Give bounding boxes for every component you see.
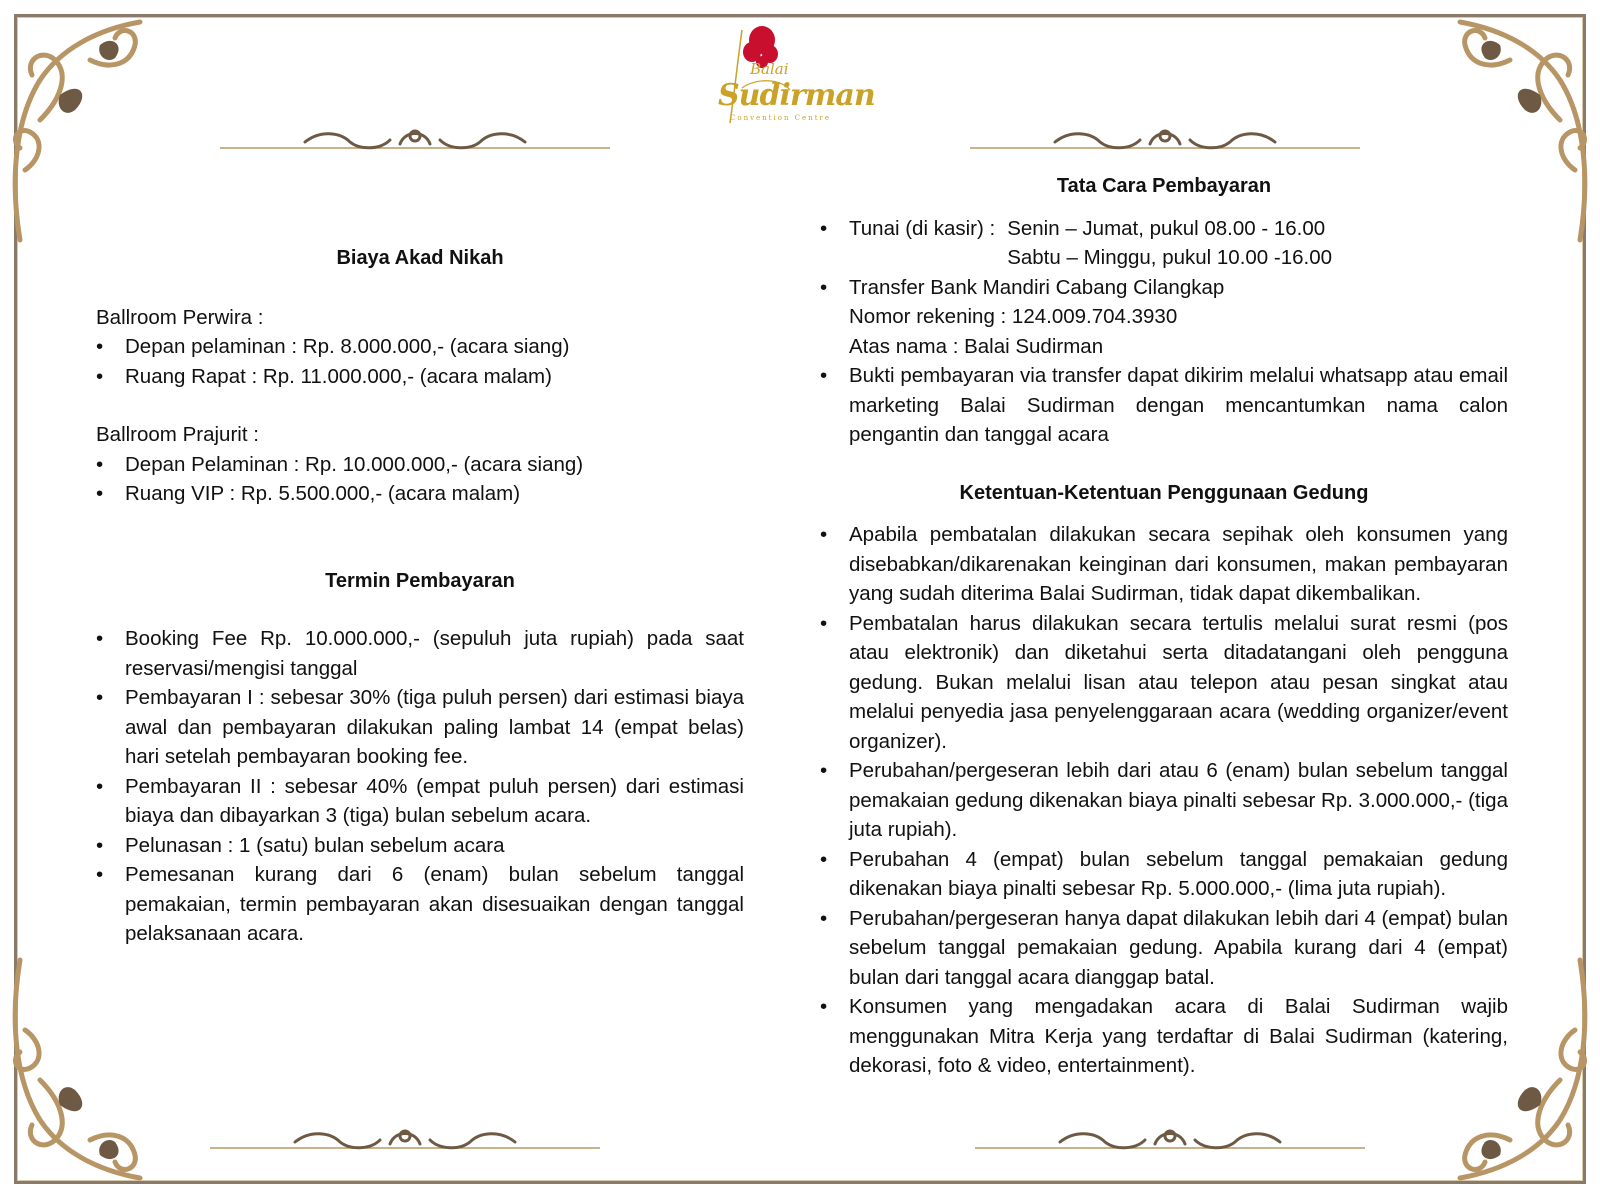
logo-text-balai: Balai bbox=[750, 60, 789, 78]
list-item: • Depan Pelaminan : Rp. 10.000.000,- (acara siang) bbox=[96, 450, 744, 480]
account-name: Atas nama : Balai Sudirman bbox=[849, 334, 1104, 358]
list-item: • Apabila pembatalan dilakukan secara sepihak oleh konsumen yang disebabkan/dikarenakan keinginan dari konsumen, makan pembayaran yang sudah diterima Balai Sudirman, tidak dapat dikembalikan. bbox=[820, 520, 1508, 609]
list-item bbox=[820, 214, 1508, 273]
list-item: • Booking Fee Rp. 10.000.000,- (sepuluh juta rupiah) pada saat reservasi/mengisi tanggal bbox=[96, 624, 744, 683]
list-item bbox=[820, 273, 1508, 362]
cash-hours bbox=[995, 214, 1332, 273]
transfer-bank: • Transfer Bank Mandiri Cabang Cilangkap bbox=[849, 275, 1225, 299]
cash-label: • Tunai (di kasir) : bbox=[849, 216, 996, 240]
list-item: • Perubahan 4 (empat) bulan sebelum tanggal pemakaian gedung dikenakan biaya pinalti sebesar Rp. 5.000.000,- (lima juta rupiah). bbox=[820, 845, 1508, 904]
ketentuan-list bbox=[820, 520, 1508, 1081]
list-item: • Pelunasan : 1 (satu) bulan sebelum acara bbox=[96, 831, 744, 861]
balai-sudirman-logo bbox=[700, 18, 875, 128]
flourish-divider-top-left bbox=[220, 122, 610, 162]
prajurit-price-list bbox=[96, 450, 744, 509]
list-item: • Perubahan/pergeseran lebih dari atau 6 (enam) bulan sebelum tanggal pemakaian gedung dikenakan biaya pinalti sebesar Rp. 3.000.000,- (tiga juta rupiah). bbox=[820, 756, 1508, 845]
corner-ornament-top-left bbox=[0, 0, 180, 250]
list-item: • Perubahan/pergeseran hanya dapat dilakukan lebih dari 4 (empat) bulan sebelum tanggal pemakaian gedung. Apabila kurang dari 4 (empat) bulan dari tanggal acara dianggap batal. bbox=[820, 904, 1508, 993]
payment-method-list bbox=[820, 214, 1508, 450]
flourish-divider-top-right bbox=[970, 122, 1360, 162]
termin-list bbox=[96, 624, 744, 949]
logo-text-convention-centre: Convention Centre bbox=[730, 114, 831, 122]
flourish-divider-bottom-left bbox=[210, 1122, 600, 1162]
right-column bbox=[820, 172, 1508, 1081]
list-item: • Bukti pembayaran via transfer dapat dikirim melalui whatsapp atau email marketing Balai Sudirman dengan mencantumkan nama calon pengantin dan tanggal acara bbox=[820, 361, 1508, 450]
list-item: • Pembayaran II : sebesar 40% (empat puluh persen) dari estimasi biaya dan dibayarkan 3 (tiga) bulan sebelum acara. bbox=[96, 772, 744, 831]
account-number: Nomor rekening : 124.009.704.3930 bbox=[849, 305, 1178, 328]
list-item: • Ruang VIP : Rp. 5.500.000,- (acara malam) bbox=[96, 479, 744, 509]
list-item: • Pembatalan harus dilakukan secara tertulis melalui surat resmi (pos atau elektronik) dan diketahui serta ditadatangani oleh pengguna gedung. Bukan melalui lisan atau telepon atau pesan singkat atau melalui penyedia jasa penyelenggaraan acara (wedding organizer/event organizer). bbox=[820, 609, 1508, 757]
ballroom-perwira-title: Ballroom Perwira : bbox=[96, 305, 264, 329]
biaya-akad-nikah-heading: Biaya Akad Nikah bbox=[336, 247, 504, 269]
ballroom-prajurit-title: Ballroom Prajurit : bbox=[96, 423, 259, 446]
tata-cara-pembayaran-heading: Tata Cara Pembayaran bbox=[1056, 175, 1272, 197]
termin-pembayaran-heading: Termin Pembayaran bbox=[325, 569, 515, 592]
ketentuan-heading: Ketentuan-Ketentuan Penggunaan Gedung bbox=[959, 481, 1369, 504]
left-column bbox=[96, 244, 744, 949]
perwira-price-list bbox=[96, 332, 744, 391]
list-item: • Depan pelaminan : Rp. 8.000.000,- (acara siang) bbox=[96, 332, 744, 362]
list-item: • Pembayaran I : sebesar 30% (tiga puluh persen) dari estimasi biaya awal dan pembayaran dilakukan paling lambat 14 (empat belas) hari setelah pembayaran booking fee. bbox=[96, 683, 744, 772]
corner-ornament-bottom-left bbox=[0, 950, 180, 1200]
cash-hours-weekend: Sabtu – Minggu, pukul 10.00 -16.00 bbox=[1007, 246, 1333, 269]
list-item: • Pemesanan kurang dari 6 (enam) bulan sebelum tanggal pemakaian, termin pembayaran akan disesuaikan dengan tanggal pelaksanaan acara. bbox=[96, 860, 744, 949]
list-item: • Konsumen yang mengadakan acara di Balai Sudirman wajib menggunakan Mitra Kerja yang terdaftar di Balai Sudirman (katering, dekorasi, foto & video, entertainment). bbox=[820, 992, 1508, 1081]
cash-hours-weekday: Senin – Jumat, pukul 08.00 - 16.00 bbox=[1007, 216, 1326, 240]
list-item: • Ruang Rapat : Rp. 11.000.000,- (acara malam) bbox=[96, 362, 744, 392]
logo-text-sudirman: Sudirman bbox=[718, 78, 875, 113]
flourish-divider-bottom-right bbox=[975, 1122, 1365, 1162]
